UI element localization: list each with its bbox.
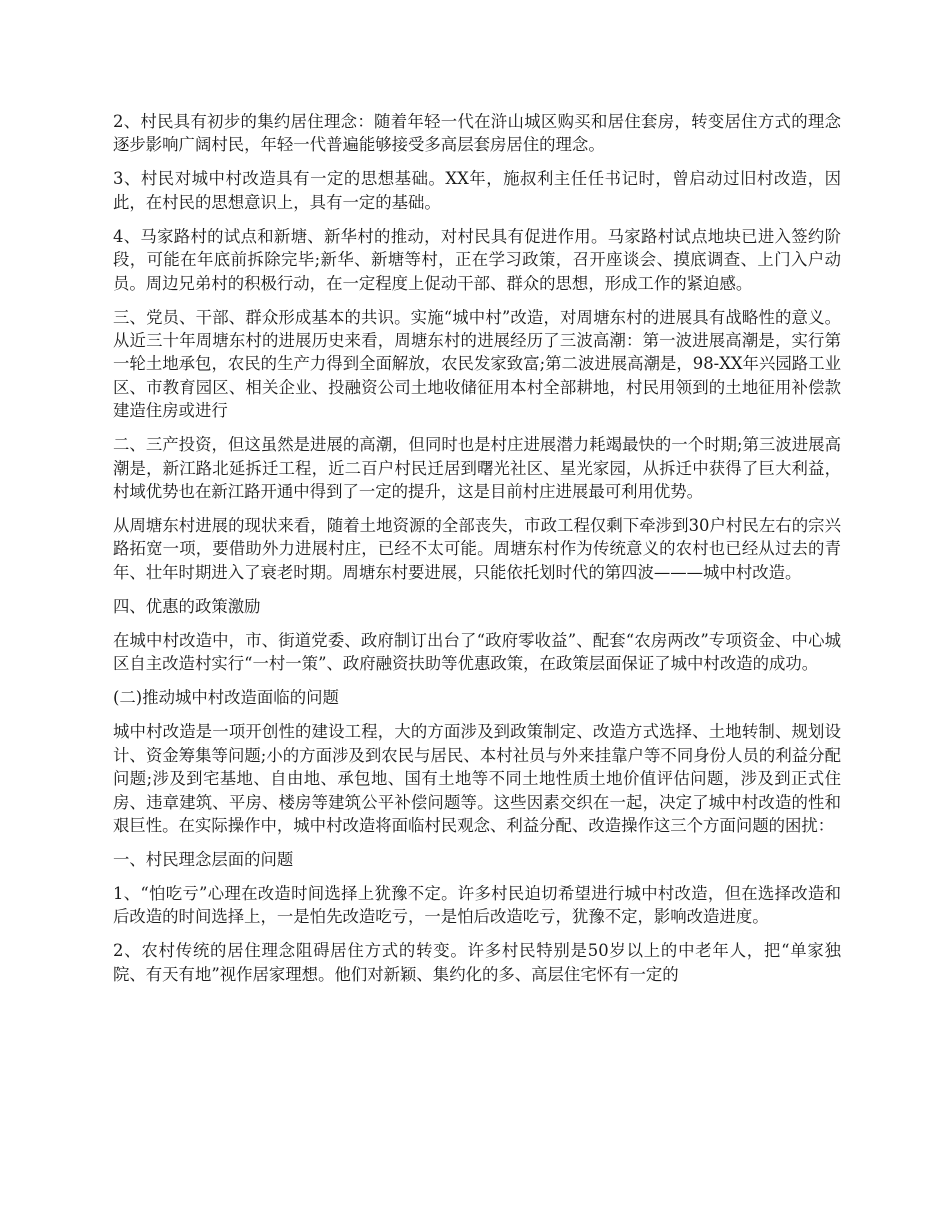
paragraph-5: 二、三产投资，但这虽然是进展的高潮，但同时也是村庄进展潜力耗竭最快的一个时期;第三波进展高潮是，新江路北延拆迁工程，近二百户村民迁居到曙光社区、星光家园，从拆迁中获得了巨大利益，村域优势也在新江路开通中得到了一定的提升，这是目前村庄进展最可利用优势。 bbox=[113, 435, 841, 502]
paragraph-9: 1、“怕吃亏”心理在改造时间选择上犹豫不定。许多村民迫切希望进行城中村改造，但在选择改造和后改造的时间选择上，一是怕先改造吃亏，一是怕后改造吃亏，犹豫不定，影响改造进度。 bbox=[113, 883, 841, 927]
section-heading-incentive: 四、优惠的政策激励 bbox=[113, 596, 261, 616]
paragraph-3: 4、马家路村的试点和新塘、新华村的推动，对村民具有促进作用。马家路村试点地块已进入签约阶段，可能在年底前拆除完毕;新华、新塘等村，正在学习政策，召开座谈会、摸底调查、上门入户动员。周边兄弟村的积极行动，在一定程度上促动干部、群众的思想，形成工作的紧迫感。 bbox=[113, 226, 841, 293]
paragraph-8: 城中村改造是一项开创性的建设工程，大的方面涉及到政策制定、改造方式选择、土地转制、规划设计、资金筹集等问题;小的方面涉及到农民与居民、本村社员与外来挂靠户等不同身份人员的利益分配问题;涉及到宅基地、自由地、承包地、国有土地等不同土地性质土地价值评估问题，涉及到正式住房、违章建筑、平房、楼房等建筑公平补偿问题等。这些因素交织在一起，决定了城中村改造的性和艰巨性。在实际操作中，城中村改造将面临村民观念、利益分配、改造操作这三个方面问题的困扰： bbox=[113, 722, 841, 835]
paragraph-1: 2、村民具有初步的集约居住理念：随着年轻一代在浒山城区购买和居住套房，转变居住方式的理念逐步影响广阔村民，年轻一代普遍能够接受多高层套房居住的理念。 bbox=[113, 112, 841, 155]
paragraph-6: 从周塘东村进展的现状来看，随着土地资源的全部丧失，市政工程仅剩下牵涉到30户村民左右的宗兴路拓宽一项，要借助外力进展村庄，已经不太可能。周塘东村作为传统意义的农村也已经从过去的青年、壮年时期进入了衰老时期。周塘东村要进展，只能依托划时代的第四波———城中村改造。 bbox=[113, 516, 841, 582]
paragraph-10: 2、农村传统的居住理念阻碍居住方式的转变。许多村民特别是50岁以上的中老年人，把“单家独院、有天有地”视作居家理想。他们对新颖、集约化的多、高层住宅怀有一定的 bbox=[113, 941, 841, 984]
section-heading-villager-concept: 一、村民理念层面的问题 bbox=[113, 849, 294, 869]
paragraph-2: 3、村民对城中村改造具有一定的思想基础。XX年，施叔利主任任书记时，曾启动过旧村改造，因此，在村民的思想意识上，具有一定的基础。 bbox=[113, 169, 841, 212]
paragraph-4: 三、党员、干部、群众形成基本的共识。实施“城中村”改造，对周塘东村的进展具有战略性的意义。从近三十年周塘东村的进展历史来看，周塘东村的进展经历了三波高潮：第一波进展高潮是，实行第一轮土地承包，农民的生产力得到全面解放，农民发家致富;第二波进展高潮是，98-XX年兴园路工业区、市教育园区、相关企业、投融资公司土地收储征用本村全部耕地，村民用领到的土地征用补偿款建造住房或进行 bbox=[113, 307, 841, 421]
paragraph-7: 在城中村改造中，市、街道党委、政府制订出台了“政府零收益”、配套“农房两改”专项资金、中心城区自主改造村实行“一村一策”、政府融资扶助等优惠政策，在政策层面保证了城中村改造的成功。 bbox=[113, 630, 841, 674]
document-body bbox=[113, 110, 841, 997]
section-heading-problems: (二)推动城中村改造面临的问题 bbox=[113, 688, 339, 708]
